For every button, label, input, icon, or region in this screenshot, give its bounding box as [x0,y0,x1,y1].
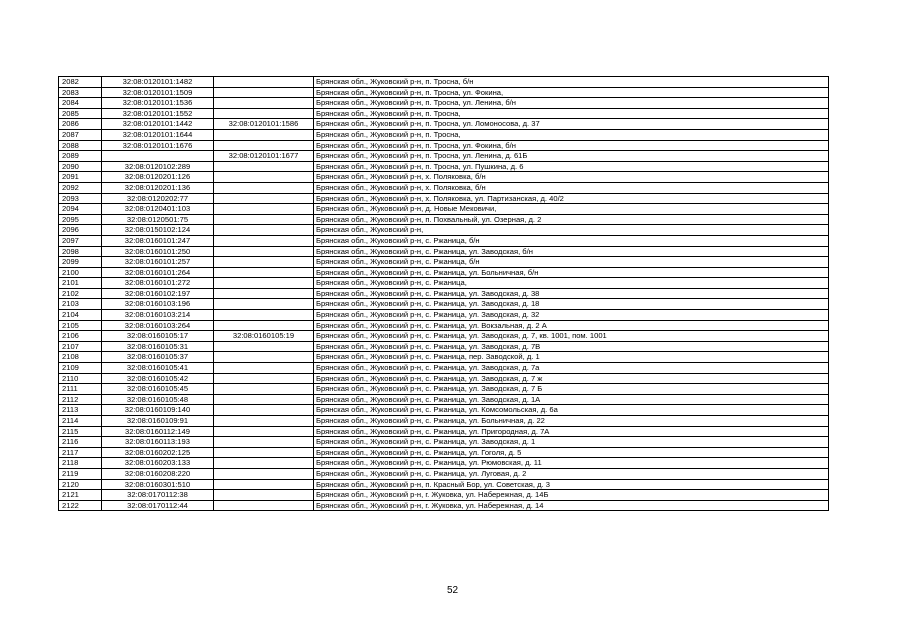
cadastral-number-cell: 32:08:0160103:264 [102,320,214,331]
table-row [59,373,829,384]
previous-cadastral-number-cell [214,161,314,172]
row-number-cell: 2099 [59,257,102,268]
table-row [59,363,829,374]
cadastral-number-cell: 32:08:0160101:257 [102,257,214,268]
previous-cadastral-number-cell [214,172,314,183]
cadastral-number-cell: 32:08:0160101:247 [102,235,214,246]
previous-cadastral-number-cell [214,288,314,299]
cadastral-number-cell: 32:08:0160208:220 [102,468,214,479]
address-cell: Брянская обл., Жуковский р-н, п. Красный Бор, ул. Советская, д. 3 [314,479,829,490]
previous-cadastral-number-cell [214,182,314,193]
address-cell: Брянская обл., Жуковский р-н, п. Тросна, [314,108,829,119]
address-cell: Брянская обл., Жуковский р-н, [314,225,829,236]
cadastral-number-cell: 32:08:0120401:103 [102,204,214,215]
table-row [59,129,829,140]
row-number-cell: 2103 [59,299,102,310]
row-number-cell: 2106 [59,331,102,342]
table-row [59,278,829,289]
table-row [59,394,829,405]
previous-cadastral-number-cell [214,225,314,236]
cadastral-number-cell: 32:08:0170112:44 [102,500,214,511]
cadastral-number-cell: 32:08:0120201:126 [102,172,214,183]
previous-cadastral-number-cell [214,416,314,427]
previous-cadastral-number-cell [214,500,314,511]
previous-cadastral-number-cell [214,373,314,384]
previous-cadastral-number-cell [214,394,314,405]
cadastral-number-cell: 32:08:0120101:1644 [102,129,214,140]
cadastral-number-cell: 32:08:0120202:77 [102,193,214,204]
table-row [59,267,829,278]
address-cell: Брянская обл., Жуковский р-н, х. Поляковка, б/н [314,182,829,193]
previous-cadastral-number-cell [214,204,314,215]
table-row [59,352,829,363]
previous-cadastral-number-cell [214,490,314,501]
cadastral-number-cell [102,151,214,162]
address-cell: Брянская обл., Жуковский р-н, с. Ржаница, ул. Заводская, д. 7а [314,363,829,374]
previous-cadastral-number-cell [214,257,314,268]
address-cell: Брянская обл., Жуковский р-н, с. Ржаница, ул. Заводская, д. 7 ж [314,373,829,384]
previous-cadastral-number-cell [214,108,314,119]
row-number-cell: 2086 [59,119,102,130]
address-cell: Брянская обл., Жуковский р-н, п. Тросна, ул. Фокина, [314,87,829,98]
previous-cadastral-number-cell [214,87,314,98]
address-cell: Брянская обл., Жуковский р-н, с. Ржаница, ул. Заводская, д. 7, кв. 1001, пом. 1001 [314,331,829,342]
address-cell: Брянская обл., Жуковский р-н, п. Тросна, ул. Пушкина, д. 6 [314,161,829,172]
address-cell: Брянская обл., Жуковский р-н, с. Ржаница, ул. Заводская, д. 7В [314,341,829,352]
cadastral-number-cell: 32:08:0160102:197 [102,288,214,299]
row-number-cell: 2083 [59,87,102,98]
cadastral-number-cell: 32:08:0160112:149 [102,426,214,437]
address-cell: Брянская обл., Жуковский р-н, с. Ржаница, ул. Луговая, д. 2 [314,468,829,479]
address-cell: Брянская обл., Жуковский р-н, с. Ржаница, ул. Больничная, д. 22 [314,416,829,427]
address-cell: Брянская обл., Жуковский р-н, х. Поляковка, б/н [314,172,829,183]
address-cell: Брянская обл., Жуковский р-н, п. Тросна, б/н [314,77,829,88]
table-row [59,161,829,172]
table-row [59,193,829,204]
table-row [59,119,829,130]
row-number-cell: 2093 [59,193,102,204]
table-row [59,87,829,98]
row-number-cell: 2102 [59,288,102,299]
address-cell: Брянская обл., Жуковский р-н, с. Ржаница, ул. Заводская, д. 1 [314,437,829,448]
address-cell: Брянская обл., Жуковский р-н, с. Ржаница, ул. Гоголя, д. 5 [314,447,829,458]
row-number-cell: 2110 [59,373,102,384]
table-row [59,310,829,321]
previous-cadastral-number-cell: 32:08:0120101:1677 [214,151,314,162]
address-cell: Брянская обл., Жуковский р-н, с. Ржаница, ул. Заводская, д. 1А [314,394,829,405]
previous-cadastral-number-cell [214,299,314,310]
address-cell: Брянская обл., Жуковский р-н, п. Тросна, ул. Ленина, б/н [314,98,829,109]
table-row [59,490,829,501]
table-row [59,151,829,162]
previous-cadastral-number-cell [214,468,314,479]
previous-cadastral-number-cell [214,437,314,448]
table-row [59,437,829,448]
previous-cadastral-number-cell [214,129,314,140]
row-number-cell: 2111 [59,384,102,395]
cadastral-number-cell: 32:08:0160202:125 [102,447,214,458]
table-row [59,405,829,416]
row-number-cell: 2092 [59,182,102,193]
row-number-cell: 2108 [59,352,102,363]
table-row [59,320,829,331]
row-number-cell: 2101 [59,278,102,289]
row-number-cell: 2116 [59,437,102,448]
registry-table [58,76,829,511]
cadastral-number-cell: 32:08:0120501:75 [102,214,214,225]
table-row [59,108,829,119]
previous-cadastral-number-cell: 32:08:0160105:19 [214,331,314,342]
cadastral-number-cell: 32:08:0160105:17 [102,331,214,342]
address-cell: Брянская обл., Жуковский р-н, с. Ржаница, ул. Вокзальная, д. 2 А [314,320,829,331]
cadastral-number-cell: 32:08:0120101:1482 [102,77,214,88]
row-number-cell: 2100 [59,267,102,278]
cadastral-number-cell: 32:08:0160101:272 [102,278,214,289]
table-row [59,140,829,151]
previous-cadastral-number-cell [214,363,314,374]
address-cell: Брянская обл., Жуковский р-н, п. Тросна, ул. Ленина, д. 61Б [314,151,829,162]
cadastral-number-cell: 32:08:0160105:37 [102,352,214,363]
table-row [59,214,829,225]
table-row [59,204,829,215]
row-number-cell: 2113 [59,405,102,416]
previous-cadastral-number-cell [214,426,314,437]
previous-cadastral-number-cell [214,458,314,469]
table-row [59,288,829,299]
table-row [59,235,829,246]
row-number-cell: 2115 [59,426,102,437]
row-number-cell: 2090 [59,161,102,172]
row-number-cell: 2096 [59,225,102,236]
previous-cadastral-number-cell [214,310,314,321]
cadastral-number-cell: 32:08:0160203:133 [102,458,214,469]
cadastral-number-cell: 32:08:0120101:1442 [102,119,214,130]
address-cell: Брянская обл., Жуковский р-н, с. Ржаница, ул. Пригородная, д. 7А [314,426,829,437]
row-number-cell: 2097 [59,235,102,246]
table-row [59,458,829,469]
cadastral-number-cell: 32:08:0160109:140 [102,405,214,416]
table-row [59,479,829,490]
previous-cadastral-number-cell [214,193,314,204]
cadastral-number-cell: 32:08:0160105:42 [102,373,214,384]
row-number-cell: 2121 [59,490,102,501]
address-cell: Брянская обл., Жуковский р-н, п. Тросна, [314,129,829,140]
table-row [59,468,829,479]
page-number: 52 [446,585,459,596]
address-cell: Брянская обл., Жуковский р-н, д. Новые Мековичи, [314,204,829,215]
cadastral-number-cell: 32:08:0160105:31 [102,341,214,352]
table-row [59,426,829,437]
previous-cadastral-number-cell [214,384,314,395]
address-cell: Брянская обл., Жуковский р-н, с. Ржаница, ул. Заводская, д. 38 [314,288,829,299]
cadastral-number-cell: 32:08:0160101:250 [102,246,214,257]
table-row [59,182,829,193]
table-row [59,331,829,342]
cadastral-number-cell: 32:08:0120102:289 [102,161,214,172]
row-number-cell: 2119 [59,468,102,479]
previous-cadastral-number-cell [214,447,314,458]
table-row [59,257,829,268]
row-number-cell: 2109 [59,363,102,374]
previous-cadastral-number-cell [214,77,314,88]
address-cell: Брянская обл., Жуковский р-н, с. Ржаница, б/н [314,257,829,268]
address-cell: Брянская обл., Жуковский р-н, с. Ржаница, ул. Рюмовская, д. 11 [314,458,829,469]
previous-cadastral-number-cell [214,246,314,257]
row-number-cell: 2095 [59,214,102,225]
registry-table-body [59,77,829,511]
row-number-cell: 2087 [59,129,102,140]
address-cell: Брянская обл., Жуковский р-н, с. Ржаница, ул. Заводская, б/н [314,246,829,257]
cadastral-number-cell: 32:08:0120101:1552 [102,108,214,119]
table-row [59,447,829,458]
row-number-cell: 2120 [59,479,102,490]
previous-cadastral-number-cell [214,235,314,246]
previous-cadastral-number-cell [214,214,314,225]
address-cell: Брянская обл., Жуковский р-н, п. Тросна, ул. Ломоносова, д. 37 [314,119,829,130]
previous-cadastral-number-cell [214,267,314,278]
table-row [59,416,829,427]
address-cell: Брянская обл., Жуковский р-н, с. Ржаница, пер. Заводской, д. 1 [314,352,829,363]
address-cell: Брянская обл., Жуковский р-н, г. Жуковка, ул. Набережная, д. 14Б [314,490,829,501]
address-cell: Брянская обл., Жуковский р-н, п. Тросна, ул. Фокина, б/н [314,140,829,151]
row-number-cell: 2112 [59,394,102,405]
cadastral-number-cell: 32:08:0150102:124 [102,225,214,236]
previous-cadastral-number-cell [214,341,314,352]
row-number-cell: 2089 [59,151,102,162]
cadastral-number-cell: 32:08:0160105:45 [102,384,214,395]
address-cell: Брянская обл., Жуковский р-н, с. Ржаница, ул. Комсомольская, д. 6а [314,405,829,416]
table-row [59,384,829,395]
cadastral-number-cell: 32:08:0160109:91 [102,416,214,427]
table-row [59,172,829,183]
table-row [59,299,829,310]
cadastral-number-cell: 32:08:0120101:1676 [102,140,214,151]
row-number-cell: 2085 [59,108,102,119]
row-number-cell: 2084 [59,98,102,109]
previous-cadastral-number-cell [214,98,314,109]
table-row [59,225,829,236]
address-cell: Брянская обл., Жуковский р-н, с. Ржаница, ул. Заводская, д. 18 [314,299,829,310]
table-row [59,341,829,352]
table-row [59,246,829,257]
cadastral-number-cell: 32:08:0170112:38 [102,490,214,501]
previous-cadastral-number-cell [214,278,314,289]
row-number-cell: 2118 [59,458,102,469]
table-row [59,500,829,511]
cadastral-number-cell: 32:08:0160113:193 [102,437,214,448]
cadastral-number-cell: 32:08:0160103:214 [102,310,214,321]
address-cell: Брянская обл., Жуковский р-н, с. Ржаница, б/н [314,235,829,246]
cadastral-number-cell: 32:08:0160105:41 [102,363,214,374]
address-cell: Брянская обл., Жуковский р-н, с. Ржаница, [314,278,829,289]
previous-cadastral-number-cell [214,320,314,331]
cadastral-number-cell: 32:08:0120201:136 [102,182,214,193]
row-number-cell: 2104 [59,310,102,321]
address-cell: Брянская обл., Жуковский р-н, п. Похвальный, ул. Озерная, д. 2 [314,214,829,225]
address-cell: Брянская обл., Жуковский р-н, г. Жуковка, ул. Набережная, д. 14 [314,500,829,511]
cadastral-number-cell: 32:08:0160103:196 [102,299,214,310]
cadastral-number-cell: 32:08:0160301:510 [102,479,214,490]
cadastral-number-cell: 32:08:0120101:1536 [102,98,214,109]
address-cell: Брянская обл., Жуковский р-н, с. Ржаница, ул. Заводская, д. 32 [314,310,829,321]
address-cell: Брянская обл., Жуковский р-н, с. Ржаница, ул. Больничная, б/н [314,267,829,278]
row-number-cell: 2094 [59,204,102,215]
table-row [59,77,829,88]
address-cell: Брянская обл., Жуковский р-н, х. Поляковка, ул. Партизанская, д. 40/2 [314,193,829,204]
previous-cadastral-number-cell [214,140,314,151]
previous-cadastral-number-cell: 32:08:0120101:1586 [214,119,314,130]
row-number-cell: 2088 [59,140,102,151]
row-number-cell: 2114 [59,416,102,427]
cadastral-number-cell: 32:08:0120101:1509 [102,87,214,98]
row-number-cell: 2117 [59,447,102,458]
previous-cadastral-number-cell [214,479,314,490]
row-number-cell: 2122 [59,500,102,511]
row-number-cell: 2098 [59,246,102,257]
table-row [59,98,829,109]
row-number-cell: 2107 [59,341,102,352]
cadastral-number-cell: 32:08:0160105:48 [102,394,214,405]
cadastral-number-cell: 32:08:0160101:264 [102,267,214,278]
previous-cadastral-number-cell [214,352,314,363]
row-number-cell: 2105 [59,320,102,331]
row-number-cell: 2091 [59,172,102,183]
previous-cadastral-number-cell [214,405,314,416]
address-cell: Брянская обл., Жуковский р-н, с. Ржаница, ул. Заводская, д. 7 Б [314,384,829,395]
row-number-cell: 2082 [59,77,102,88]
